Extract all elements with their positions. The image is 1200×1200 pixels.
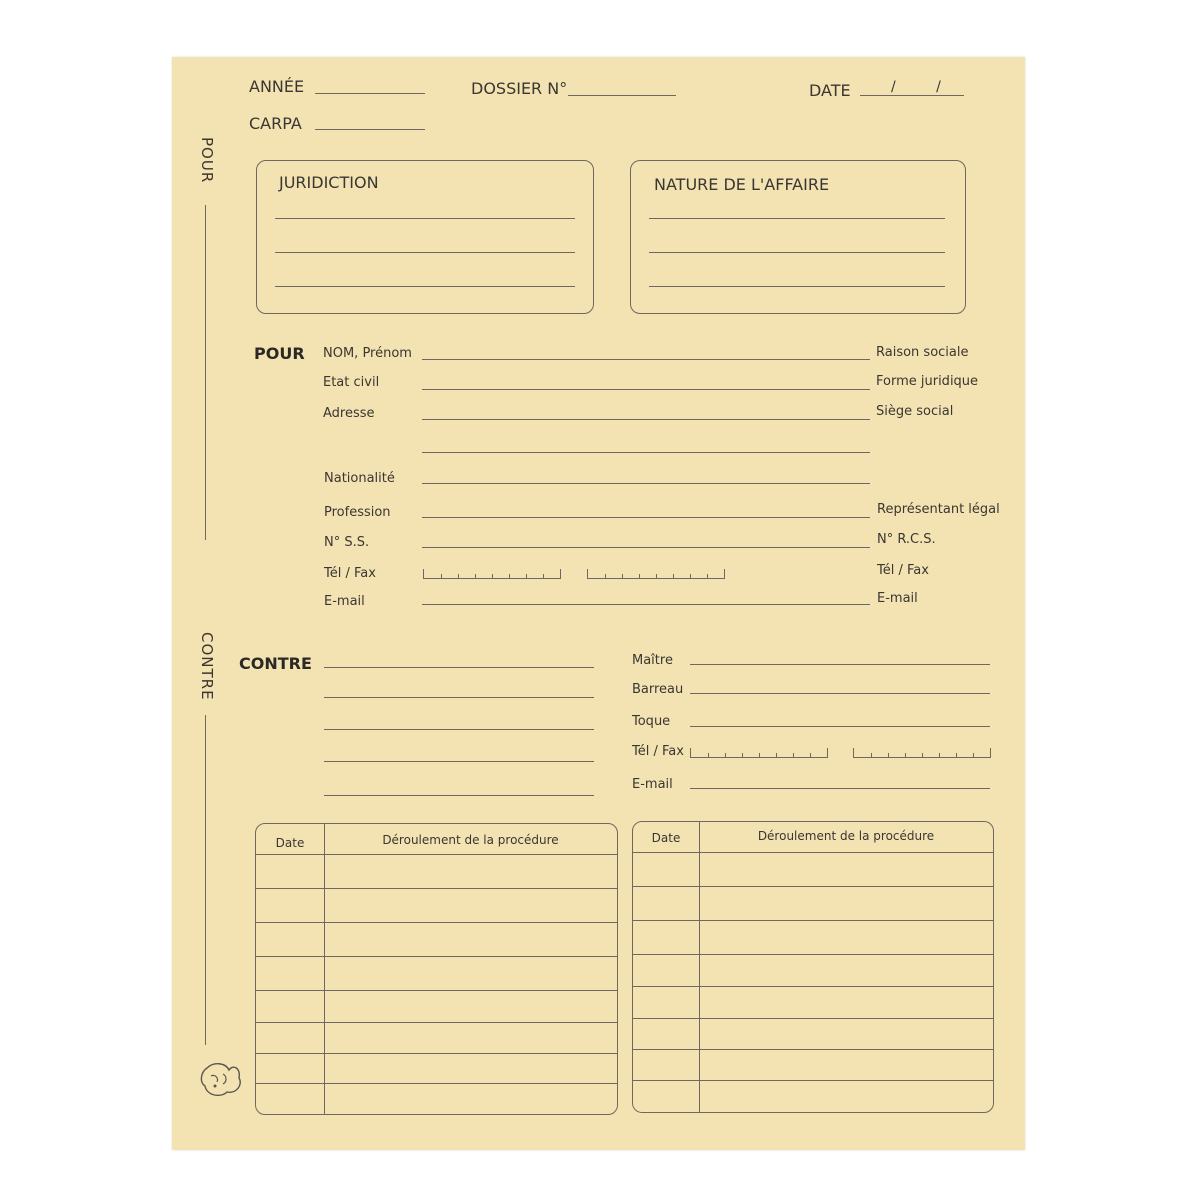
- table-row[interactable]: [633, 886, 993, 887]
- contre-label-email: E-mail: [632, 777, 673, 792]
- pour-label-raison-sociale: Raison sociale: [876, 345, 969, 360]
- juridiction-label: JURIDICTION: [279, 173, 379, 192]
- table-row[interactable]: [633, 1018, 993, 1019]
- nature-label: NATURE DE L'AFFAIRE: [654, 175, 830, 194]
- side-contre-label: CONTRE: [198, 632, 216, 701]
- pour-label-email: E-mail: [324, 594, 365, 609]
- carpa-label: CARPA: [249, 114, 302, 133]
- side-pour-label: POUR: [198, 137, 216, 184]
- contre-field-barreau[interactable]: [690, 693, 990, 694]
- pour-fax-boxes[interactable]: [587, 569, 725, 579]
- table-row[interactable]: [633, 1049, 993, 1050]
- pour-field-profession[interactable]: [422, 517, 870, 518]
- juridiction-line[interactable]: [275, 286, 575, 287]
- table-row[interactable]: [256, 1053, 617, 1054]
- pour-label-siege-social: Siège social: [876, 404, 954, 419]
- contre-label-maitre: Maître: [632, 653, 673, 668]
- dossier-field[interactable]: [568, 95, 676, 96]
- table-date-header: Date: [275, 836, 305, 850]
- contre-field-maitre[interactable]: [690, 664, 990, 665]
- juridiction-box: [256, 160, 594, 314]
- contre-label-barreau: Barreau: [632, 682, 684, 697]
- table-row[interactable]: [633, 1080, 993, 1081]
- annee-label: ANNÉE: [249, 77, 305, 96]
- table-row[interactable]: [633, 920, 993, 921]
- contre-label-toque: Toque: [632, 714, 671, 729]
- procedure-table-left: [255, 823, 618, 1115]
- table-row: [633, 852, 993, 853]
- nature-line[interactable]: [649, 218, 945, 219]
- side-contre-line: [205, 715, 206, 1045]
- table-procedure-header: Déroulement de la procédure: [757, 829, 935, 843]
- pour-label-tel-right: Tél / Fax: [877, 563, 929, 578]
- pour-label-tel: Tél / Fax: [324, 566, 376, 581]
- date-slashes: / /: [891, 79, 959, 95]
- nature-line[interactable]: [649, 286, 945, 287]
- pour-title: POUR: [254, 344, 305, 363]
- nature-line[interactable]: [649, 252, 945, 253]
- pour-field-adresse-2[interactable]: [422, 452, 870, 453]
- table-date-header: Date: [651, 831, 681, 845]
- pour-label-nationalite: Nationalité: [324, 471, 395, 486]
- pour-label-ss: N° S.S.: [324, 535, 370, 550]
- pour-label-forme-juridique: Forme juridique: [876, 374, 979, 389]
- contre-label-tel: Tél / Fax: [632, 744, 684, 759]
- table-row[interactable]: [256, 1083, 617, 1084]
- pour-field-adresse[interactable]: [422, 419, 870, 420]
- date-field[interactable]: [860, 95, 964, 96]
- contre-fax-boxes[interactable]: [853, 748, 991, 758]
- table-row[interactable]: [256, 888, 617, 889]
- nature-box: [630, 160, 966, 314]
- table-divider: [699, 822, 700, 1112]
- brand-logo-icon: [197, 1060, 247, 1100]
- pour-field-nationalite[interactable]: [422, 483, 870, 484]
- annee-field[interactable]: [315, 93, 425, 94]
- pour-field-ss[interactable]: [422, 547, 870, 548]
- contre-field-email[interactable]: [690, 788, 990, 789]
- date-label: DATE: [809, 81, 851, 100]
- juridiction-line[interactable]: [275, 252, 575, 253]
- pour-label-etat-civil: Etat civil: [323, 375, 380, 390]
- table-row[interactable]: [256, 990, 617, 991]
- carpa-field[interactable]: [315, 129, 425, 130]
- table-row[interactable]: [256, 1022, 617, 1023]
- contre-field[interactable]: [324, 697, 594, 698]
- pour-label-adresse: Adresse: [323, 406, 375, 421]
- pour-field-etat-civil[interactable]: [422, 389, 870, 390]
- table-row[interactable]: [633, 954, 993, 955]
- table-row[interactable]: [256, 956, 617, 957]
- pour-label-representant: Représentant légal: [877, 502, 1000, 517]
- contre-tel-boxes[interactable]: [690, 748, 828, 758]
- side-pour-line: [205, 205, 206, 540]
- pour-label-rcs: N° R.C.S.: [877, 532, 936, 547]
- contre-field[interactable]: [324, 761, 594, 762]
- table-row[interactable]: [256, 922, 617, 923]
- dossier-label: DOSSIER N°: [471, 79, 568, 98]
- contre-field[interactable]: [324, 795, 594, 796]
- table-row: [256, 854, 617, 855]
- contre-field[interactable]: [324, 667, 594, 668]
- pour-field-email[interactable]: [422, 604, 870, 605]
- pour-tel-boxes[interactable]: [423, 569, 561, 579]
- procedure-table-right: [632, 821, 994, 1113]
- pour-label-profession: Profession: [324, 505, 391, 520]
- pour-label-email-right: E-mail: [877, 591, 918, 606]
- juridiction-line[interactable]: [275, 218, 575, 219]
- table-procedure-header: Déroulement de la procédure: [382, 833, 559, 847]
- folder-sheet: [172, 57, 1025, 1150]
- pour-label-nom: NOM, Prénom: [323, 346, 412, 361]
- contre-title: CONTRE: [239, 654, 312, 673]
- table-divider: [324, 824, 325, 1114]
- contre-field[interactable]: [324, 729, 594, 730]
- contre-field-toque[interactable]: [690, 726, 990, 727]
- pour-field-nom[interactable]: [422, 359, 870, 360]
- table-row[interactable]: [633, 986, 993, 987]
